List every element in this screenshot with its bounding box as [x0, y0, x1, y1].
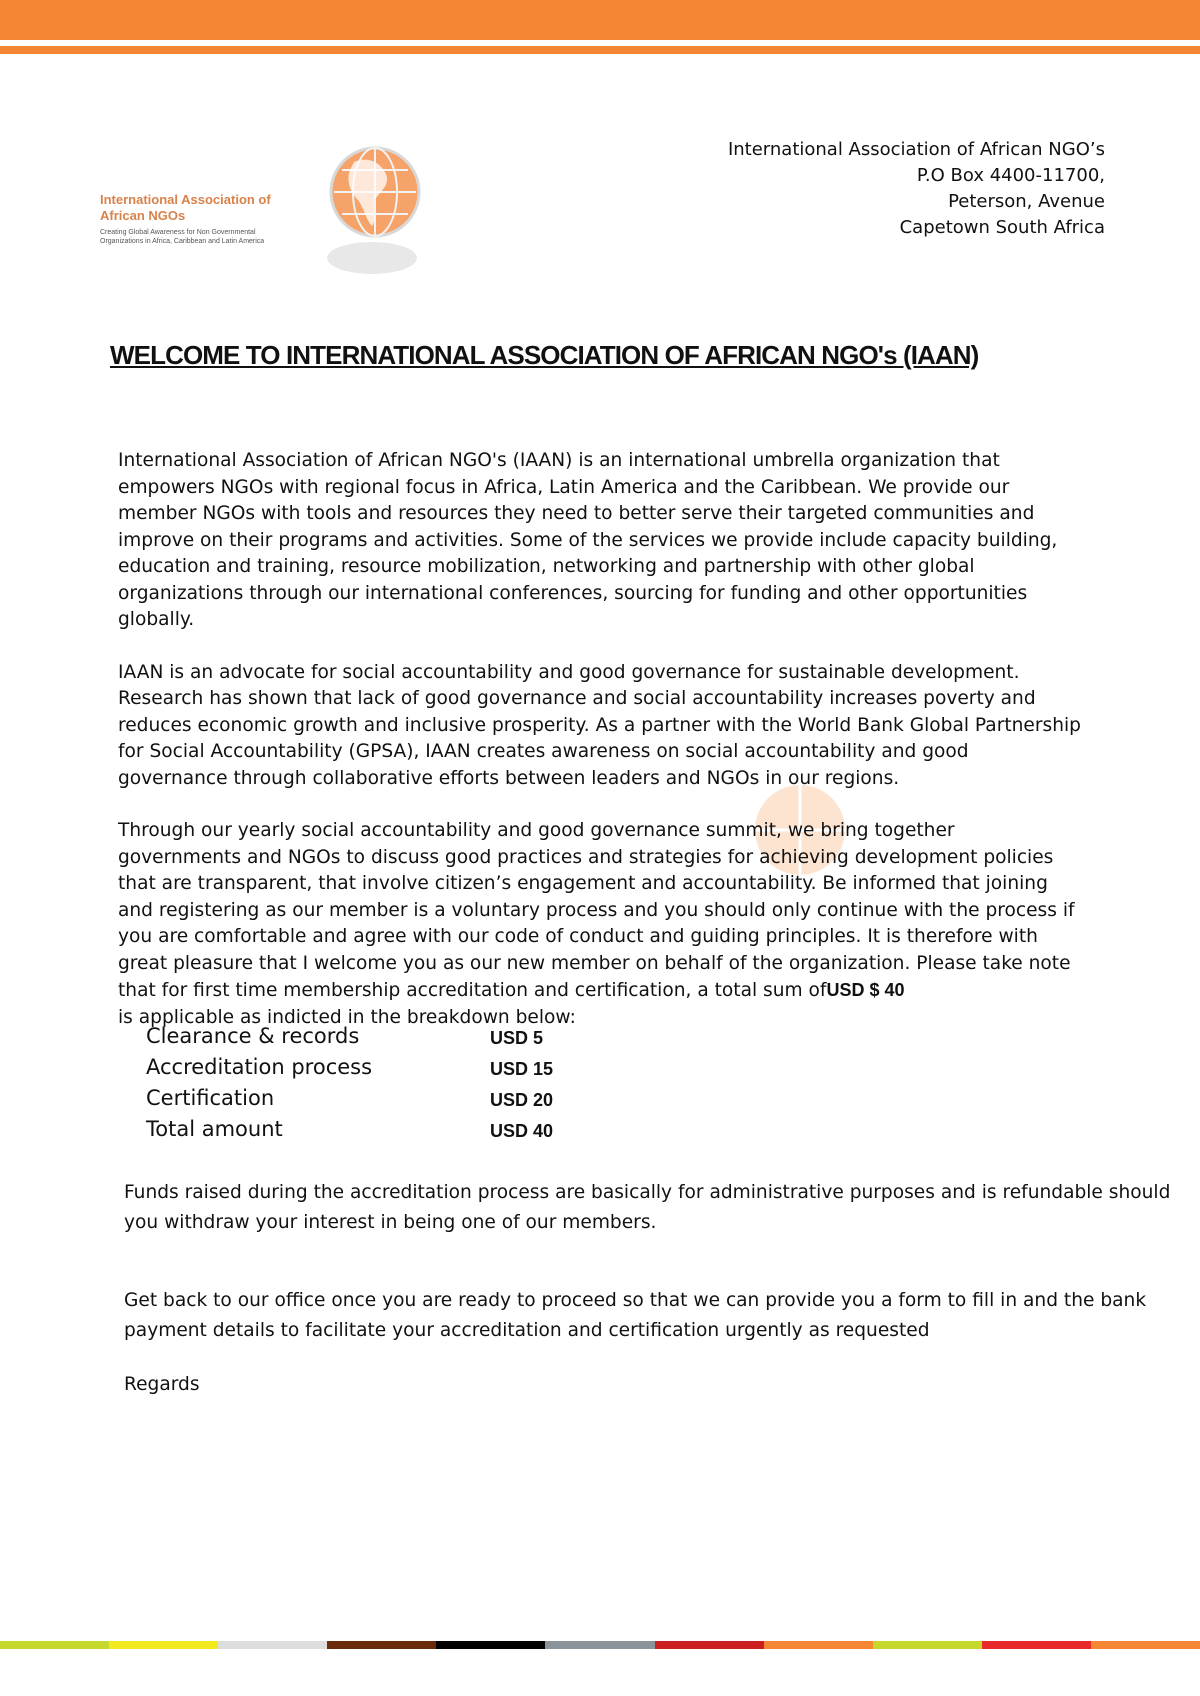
- strip-segment: [1091, 1641, 1200, 1649]
- bottom-color-strip: [0, 1641, 1200, 1649]
- strip-segment: [982, 1641, 1091, 1649]
- top-orange-line: [0, 46, 1200, 54]
- fee-value: USD 20: [490, 1090, 554, 1110]
- address-line2: P.O Box 4400-11700,: [916, 165, 1105, 186]
- logo-tagline-line2: Organizations in Africa, Caribbean and Latin America: [100, 238, 265, 245]
- logo-tagline-line1: Creating Global Awareness for Non Governmental: [100, 229, 256, 236]
- strip-segment: [655, 1641, 764, 1649]
- fee-label: Clearance & records: [146, 1024, 360, 1048]
- paragraph-refund: Funds raised during the accreditation process are basically for administrative purposes and is refundable should you withdraw your interest in being one of our members.: [124, 1182, 1171, 1233]
- address-line3: Peterson, Avenue: [948, 191, 1105, 212]
- top-orange-bar: [0, 0, 1200, 40]
- logo-title: [100, 192, 271, 224]
- logo-title-line2: African NGOs: [100, 208, 186, 223]
- logo-title-line1: International Association of: [100, 192, 271, 207]
- fee-label: Certification: [146, 1086, 275, 1110]
- strip-segment: [327, 1641, 436, 1649]
- paragraph-intro: International Association of African NGO's (IAAN) is an international umbrella organization that empowers NGOs with regional focus in Africa, Latin America and the Caribbean. We provide our member NGOs with tools and resources they need to better serve their targeted communities and improve on their programs and activities. Some of the services we provide include capacity building, education and training, resource mobilization, networking and partnership with other global organizations through our international conferences, sourcing for funding and other opportunities globally.: [118, 450, 1058, 630]
- membership-text-end: is applicable as indicted in the breakdown below:: [118, 1006, 576, 1028]
- fee-label: Total amount: [146, 1117, 283, 1141]
- strip-segment: [764, 1641, 873, 1649]
- total-sum: USD $ 40: [826, 980, 905, 1000]
- globe-icon: [320, 140, 425, 275]
- fee-value: USD 5: [490, 1028, 544, 1048]
- sender-address: [728, 137, 1105, 241]
- fee-value: USD 40: [490, 1121, 554, 1141]
- fee-breakdown: [146, 1022, 586, 1146]
- closing-regards: Regards: [124, 1374, 200, 1395]
- letter-body: [118, 448, 1083, 1031]
- paragraph-membership: [118, 818, 1083, 1031]
- address-line1: International Association of African NGO’s: [727, 139, 1105, 160]
- fee-row: [146, 1022, 586, 1053]
- logo-tagline: [100, 228, 264, 246]
- fee-label: Accreditation process: [146, 1055, 373, 1079]
- strip-segment: [109, 1641, 218, 1649]
- strip-segment: [218, 1641, 327, 1649]
- fee-row: [146, 1115, 586, 1146]
- strip-segment: [0, 1641, 109, 1649]
- document-heading: WELCOME TO INTERNATIONAL ASSOCIATION OF AFRICAN NGO's (IAAN): [110, 340, 979, 370]
- fee-row: [146, 1084, 586, 1115]
- fee-value: USD 15: [490, 1059, 554, 1079]
- strip-segment: [873, 1641, 982, 1649]
- paragraph-advocacy: IAAN is an advocate for social accountability and good governance for sustainable development. Research has shown that lack of good governance and social accountability increases poverty and reduces economic growth and inclusive prosperity. As a partner with the World Bank Global Partnership for Social Accountability (GPSA), IAAN creates awareness on social accountability and good governance through collaborative efforts between leaders and NGOs in our regions.: [118, 661, 1081, 789]
- membership-text: Through our yearly social accountability and good governance summit, we bring together governments and NGOs to discuss good practices and strategies for achieving development policies that are transparent, that involve citizen’s engagement and accountability. Be informed that joining and registering as our member is a voluntary process and you should only continue with the process if you are comfortable and agree with our code of conduct and guiding principles. It is therefore with great pleasure that I welcome you as our new member on behalf of the organization. Please take note that for first time membership accreditation and certification, a total sum of: [118, 820, 1075, 1001]
- organization-logo: [100, 140, 420, 280]
- fee-row: [146, 1053, 586, 1084]
- paragraph-next-steps: Get back to our office once you are ready to proceed so that we can provide you a form to fill in and the bank payment details to facilitate your accreditation and certification urgently as requested: [124, 1290, 1147, 1341]
- strip-segment: [545, 1641, 654, 1649]
- address-line4: Capetown South Africa: [899, 217, 1105, 238]
- strip-segment: [436, 1641, 545, 1649]
